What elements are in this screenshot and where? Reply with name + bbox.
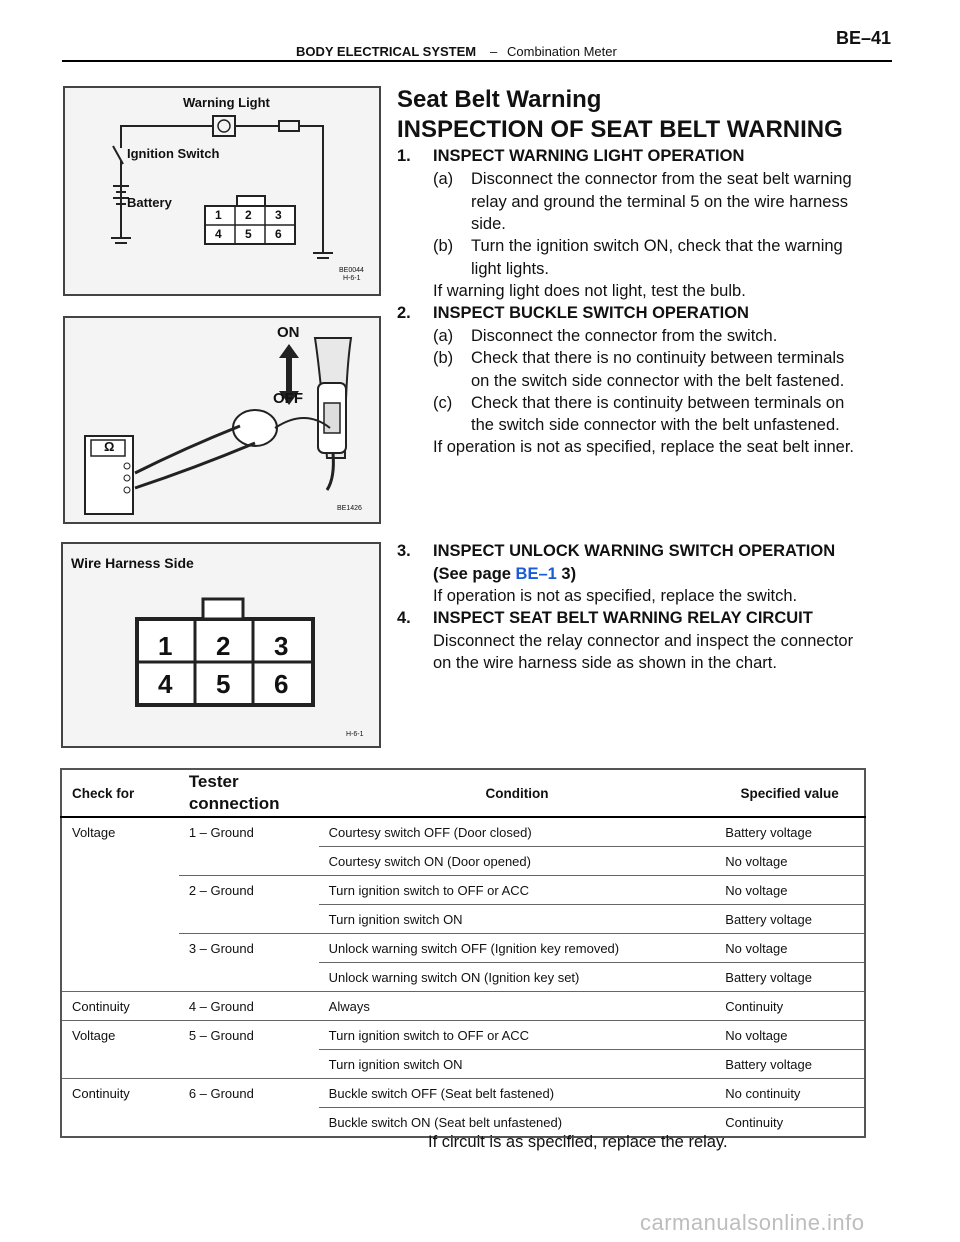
figure-warning-light-circuit bbox=[63, 86, 381, 296]
step-3-reference bbox=[433, 563, 576, 585]
step-2c-line-1: Check that there is continuity between terminals on bbox=[471, 394, 845, 412]
cell-tester-connection bbox=[179, 1108, 319, 1138]
cell-tester-connection: 5 – Ground bbox=[188, 1027, 254, 1043]
step-2-number: 2. bbox=[397, 304, 411, 322]
step-2-note: If operation is not as specified, replace the seat belt inner. bbox=[433, 438, 855, 456]
pin-2: 2 bbox=[245, 208, 252, 222]
cell-condition: Courtesy switch OFF (Door closed) bbox=[319, 817, 716, 847]
cell-check-for: Voltage bbox=[72, 824, 116, 840]
cell-check-for: Continuity bbox=[72, 1085, 130, 1101]
step-2-title: INSPECT BUCKLE SWITCH OPERATION bbox=[433, 304, 749, 322]
table-row bbox=[61, 1050, 865, 1079]
cell-tester-connection: 4 – Ground bbox=[179, 992, 319, 1021]
step-4-title: INSPECT SEAT BELT WARNING RELAY CIRCUIT bbox=[433, 609, 813, 627]
cell-condition: Buckle switch OFF (Seat belt fastened) bbox=[319, 1079, 716, 1108]
label-warning-light: Warning Light bbox=[183, 95, 270, 110]
step-2b-label: (b) bbox=[433, 349, 454, 367]
ref-prefix: (See page bbox=[433, 565, 516, 583]
step-2a-line-1: Disconnect the connector from the switch. bbox=[471, 327, 778, 345]
table-header-row bbox=[61, 769, 865, 817]
header-rule bbox=[62, 60, 892, 62]
step-2c-line-2: the switch side connector with the belt unfastened. bbox=[471, 416, 840, 434]
cell-tester-connection bbox=[179, 905, 319, 934]
header-tester-line-2: connection bbox=[188, 794, 280, 813]
header-check-for: Check for bbox=[61, 769, 179, 817]
table-row bbox=[61, 817, 865, 847]
label-on: ON bbox=[277, 324, 300, 341]
cell-condition: Turn ignition switch to OFF or ACC bbox=[319, 1021, 716, 1050]
footer-note: If circuit is as specified, replace the relay. bbox=[428, 1133, 728, 1151]
pin-3: 3 bbox=[274, 631, 289, 661]
cell-condition: Unlock warning switch OFF (Ignition key removed) bbox=[319, 934, 716, 963]
cell-check-for: Voltage bbox=[72, 1027, 116, 1043]
cell-tester-connection bbox=[179, 1050, 319, 1079]
pin-3: 3 bbox=[275, 208, 282, 222]
pin-4: 4 bbox=[215, 227, 222, 241]
cell-tester-connection: 2 – Ground bbox=[188, 882, 254, 898]
cell-specified-value: No voltage bbox=[715, 934, 865, 963]
cell-specified-value: Battery voltage bbox=[715, 817, 865, 847]
figure-code: BE1426 bbox=[337, 505, 362, 512]
cell-condition: Always bbox=[319, 992, 716, 1021]
table-row bbox=[61, 905, 865, 934]
figure-wire-harness-side bbox=[61, 542, 381, 748]
cell-specified-value: Battery voltage bbox=[715, 905, 865, 934]
table-row bbox=[61, 1079, 865, 1108]
cell-tester-connection: 6 – Ground bbox=[188, 1085, 254, 1101]
table-row bbox=[61, 963, 865, 992]
watermark: carmanualsonline.info bbox=[640, 1210, 865, 1235]
header-section: BODY ELECTRICAL SYSTEM bbox=[296, 44, 477, 59]
label-off: OFF bbox=[273, 390, 303, 407]
cell-tester-connection: 1 – Ground bbox=[188, 824, 254, 840]
cell-check-for bbox=[61, 1108, 179, 1138]
header-condition: Condition bbox=[319, 769, 716, 817]
cell-check-for bbox=[61, 934, 179, 963]
label-ignition-switch: Ignition Switch bbox=[127, 146, 220, 161]
table-row bbox=[61, 992, 865, 1021]
pin-5: 5 bbox=[216, 669, 231, 699]
step-3-number: 3. bbox=[397, 542, 411, 560]
cell-check-for bbox=[61, 1050, 179, 1079]
step-1a-line-2: relay and ground the terminal 5 on the wire harness bbox=[471, 193, 848, 211]
header-tester-connection bbox=[179, 769, 319, 817]
step-1-number: 1. bbox=[397, 147, 411, 165]
label-battery: Battery bbox=[127, 195, 172, 210]
figure-buckle-switch bbox=[63, 316, 381, 524]
step-3-note: If operation is not as specified, replace the switch. bbox=[433, 587, 798, 605]
cell-check-for: Continuity bbox=[61, 992, 179, 1021]
cell-check-for bbox=[61, 905, 179, 934]
table-row bbox=[61, 1021, 865, 1050]
step-2b-line-1: Check that there is no continuity between terminals bbox=[471, 349, 845, 367]
step-4-number: 4. bbox=[397, 609, 411, 627]
pin-6: 6 bbox=[275, 227, 282, 241]
figure-title: Wire Harness Side bbox=[71, 555, 194, 571]
figure-code: H-6-1 bbox=[346, 731, 364, 738]
cell-specified-value: Continuity bbox=[715, 1108, 865, 1138]
cell-condition: Turn ignition switch ON bbox=[319, 905, 716, 934]
cell-condition: Turn ignition switch to OFF or ACC bbox=[319, 876, 716, 905]
step-2a-label: (a) bbox=[433, 327, 454, 345]
cell-specified-value: No voltage bbox=[715, 876, 865, 905]
cell-specified-value: No voltage bbox=[715, 847, 865, 876]
header-tester-line-1: Tester bbox=[188, 772, 239, 791]
pin-5: 5 bbox=[245, 227, 252, 241]
step-4-line-1: Disconnect the relay connector and inspect the connector bbox=[433, 632, 854, 650]
cell-tester-connection bbox=[179, 963, 319, 992]
page-title: Seat Belt Warning bbox=[397, 86, 602, 113]
step-2b-line-2: on the switch side connector with the belt fastened. bbox=[471, 372, 845, 390]
pin-2: 2 bbox=[216, 631, 231, 661]
cell-specified-value: No continuity bbox=[715, 1079, 865, 1108]
cell-check-for bbox=[61, 876, 179, 905]
cell-check-for bbox=[61, 963, 179, 992]
table-row bbox=[61, 847, 865, 876]
pin-1: 1 bbox=[158, 631, 173, 661]
step-1b-label: (b) bbox=[433, 237, 454, 255]
meter-icon: Ω bbox=[104, 439, 115, 454]
step-2c-label: (c) bbox=[433, 394, 453, 412]
page-number: BE–41 bbox=[836, 28, 892, 48]
cell-specified-value: Battery voltage bbox=[715, 963, 865, 992]
step-4-line-2: on the wire harness side as shown in the chart. bbox=[433, 654, 777, 672]
header-specified-value: Specified value bbox=[715, 769, 865, 817]
relay-circuit-table bbox=[60, 768, 866, 1138]
cell-condition: Unlock warning switch ON (Ignition key set) bbox=[319, 963, 716, 992]
circuit-diagram bbox=[65, 88, 379, 294]
step-1a-label: (a) bbox=[433, 170, 454, 188]
section-heading: INSPECTION OF SEAT BELT WARNING bbox=[397, 116, 843, 143]
ref-link-be-1[interactable]: BE–1 bbox=[515, 565, 557, 583]
cell-specified-value: No voltage bbox=[715, 1021, 865, 1050]
cell-check-for bbox=[61, 847, 179, 876]
cell-tester-connection: 3 – Ground bbox=[188, 940, 254, 956]
cell-tester-connection bbox=[179, 847, 319, 876]
step-1-title: INSPECT WARNING LIGHT OPERATION bbox=[433, 147, 745, 165]
step-3-title: INSPECT UNLOCK WARNING SWITCH OPERATION bbox=[433, 542, 836, 560]
table-row bbox=[61, 876, 865, 905]
pin-6: 6 bbox=[274, 669, 289, 699]
step-1a-line-3: side. bbox=[471, 215, 506, 233]
page-header bbox=[0, 0, 960, 64]
figure-code: BE0044 bbox=[339, 267, 364, 274]
step-1b-line-1: Turn the ignition switch ON, check that the warning bbox=[471, 237, 843, 255]
buckle-switch-illustration bbox=[65, 318, 379, 522]
cell-specified-value: Continuity bbox=[715, 992, 865, 1021]
cell-condition: Buckle switch ON (Seat belt unfastened) bbox=[319, 1108, 716, 1138]
ref-suffix: 3) bbox=[556, 565, 577, 583]
table-row bbox=[61, 934, 865, 963]
step-1a-line-1: Disconnect the connector from the seat belt warning bbox=[471, 170, 852, 188]
cell-condition: Turn ignition switch ON bbox=[319, 1050, 716, 1079]
cell-specified-value: Battery voltage bbox=[715, 1050, 865, 1079]
pin-4: 4 bbox=[158, 669, 173, 699]
pin-1: 1 bbox=[215, 208, 222, 222]
header-subsection: Combination Meter bbox=[507, 44, 617, 59]
step-1b-line-2: light lights. bbox=[471, 260, 549, 278]
figure-code-2: H-6-1 bbox=[343, 275, 361, 282]
header-separator: – bbox=[490, 44, 498, 59]
step-1-note: If warning light does not light, test the bulb. bbox=[433, 282, 746, 300]
cell-condition: Courtesy switch ON (Door opened) bbox=[319, 847, 716, 876]
